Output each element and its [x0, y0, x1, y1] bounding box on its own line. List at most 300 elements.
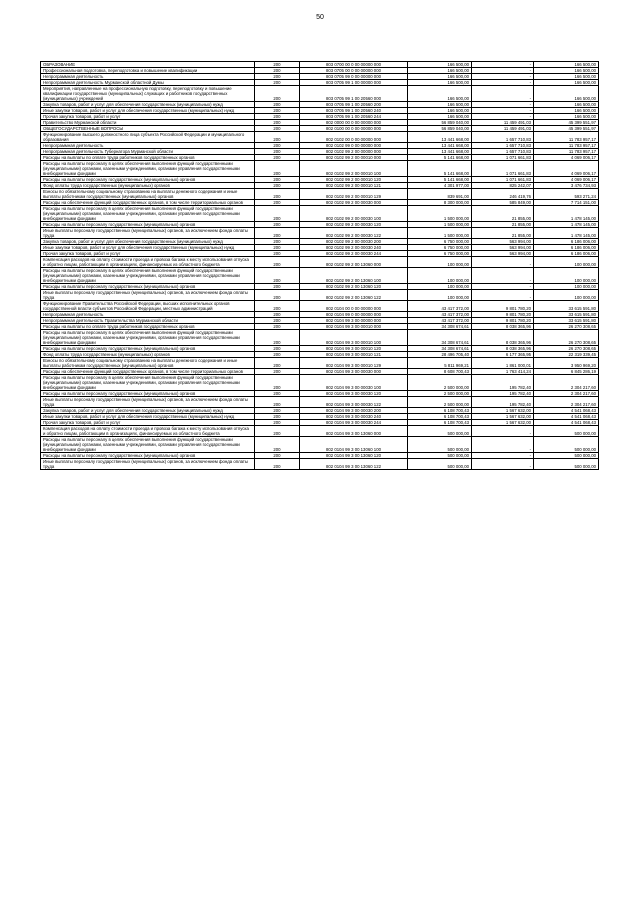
- cell-name: Расходы на выплаты персоналу государственных (муниципальных) органов: [41, 284, 255, 290]
- cell-name: Иные закупки товаров, работ и услуг для обеспечения государственных (муниципальных) нужд: [41, 108, 255, 114]
- cell-code: 802 0102 99 0 00 00000 000: [300, 143, 408, 149]
- cell-change: -: [472, 290, 534, 301]
- cell-change: 9 801 780,20: [472, 301, 534, 312]
- table-row: [41, 257, 599, 268]
- cell-admin: 200: [255, 120, 300, 126]
- cell-plan: 6 108 700,43: [408, 420, 472, 426]
- cell-total: 45 399 551,97: [534, 120, 599, 126]
- cell-name: Иные закупки товаров, работ и услуг для обеспечения государственных (муниципальных) нужд: [41, 245, 255, 251]
- cell-admin: 200: [255, 149, 300, 155]
- cell-plan: 8 608 700,43: [408, 369, 472, 375]
- cell-name: Функционирование высшего должностного лица субъекта Российской Федерации и муниципального образования: [41, 132, 255, 143]
- cell-name: Расходы на выплаты персоналу государственных (муниципальных) органов: [41, 177, 255, 183]
- cell-change: 9 801 780,20: [472, 312, 534, 318]
- cell-name: Непрограммная деятельность: [41, 312, 255, 318]
- cell-admin: 200: [255, 245, 300, 251]
- cell-change: 195 782,40: [472, 391, 534, 397]
- cell-admin: 200: [255, 228, 300, 239]
- table-row: [41, 268, 599, 284]
- cell-plan: 6 750 000,00: [408, 251, 472, 257]
- cell-admin: 200: [255, 257, 300, 268]
- cell-total: 100 000,00: [534, 268, 599, 284]
- cell-plan: 166 500,00: [408, 74, 472, 80]
- cell-change: 825 242,07: [472, 183, 534, 189]
- cell-name: Расходы на выплаты персоналу в целях обеспечения выполнения функций государственными (муниципальными) органами, казенными учреждениями, органами управления государственными внебюджетными фондами: [41, 375, 255, 391]
- cell-admin: 200: [255, 324, 300, 330]
- cell-admin: 200: [255, 80, 300, 86]
- cell-name: Расходы на обеспечение функций государственных органов, в том числе территориальных органов: [41, 369, 255, 375]
- cell-admin: 200: [255, 414, 300, 420]
- cell-code: 802 0104 00 0 00 00000 000: [300, 301, 408, 312]
- cell-code: 802 0104 99 3 00 00030 000: [300, 369, 408, 375]
- cell-total: 4 069 006,17: [534, 155, 599, 161]
- cell-admin: 200: [255, 143, 300, 149]
- cell-change: 8 038 365,96: [472, 346, 534, 352]
- cell-total: 166 500,00: [534, 74, 599, 80]
- cell-change: -: [472, 453, 534, 459]
- cell-total: 33 615 591,80: [534, 318, 599, 324]
- cell-name: Прочая закупка товаров, работ и услуг: [41, 251, 255, 257]
- cell-total: 3 950 969,20: [534, 358, 599, 369]
- cell-change: 195 782,40: [472, 397, 534, 408]
- cell-plan: 6 750 000,00: [408, 245, 472, 251]
- cell-plan: 166 500,00: [408, 102, 472, 108]
- cell-total: 166 500,00: [534, 68, 599, 74]
- cell-admin: 200: [255, 177, 300, 183]
- cell-code: 803 0705 99 1 00 20560 244: [300, 114, 408, 120]
- cell-code: 803 0705 99 1 00 20560 200: [300, 102, 408, 108]
- cell-total: 500 000,00: [534, 437, 599, 453]
- cell-total: 6 845 286,19: [534, 369, 599, 375]
- table-row: [41, 290, 599, 301]
- cell-change: 1 071 661,83: [472, 155, 534, 161]
- cell-plan: 500 000,00: [408, 453, 472, 459]
- cell-name: Непрограммная деятельность Губернатора Мурманской области: [41, 149, 255, 155]
- table-row: [41, 161, 599, 177]
- cell-plan: 56 859 040,00: [408, 120, 472, 126]
- cell-code: 802 0102 99 2 00 00010 121: [300, 183, 408, 189]
- cell-plan: 4 301 977,00: [408, 183, 472, 189]
- cell-plan: 100 000,00: [408, 257, 472, 268]
- cell-code: 802 0102 99 2 00 00030 240: [300, 245, 408, 251]
- cell-change: 1 657 710,83: [472, 149, 534, 155]
- cell-admin: 200: [255, 369, 300, 375]
- cell-total: 166 500,00: [534, 86, 599, 102]
- cell-admin: 200: [255, 68, 300, 74]
- cell-change: 1 763 414,24: [472, 369, 534, 375]
- cell-code: 802 0100 00 0 00 00000 000: [300, 126, 408, 132]
- cell-change: 11 459 491,03: [472, 120, 534, 126]
- cell-code: 802 0102 99 2 00 00030 000: [300, 200, 408, 206]
- cell-admin: 200: [255, 437, 300, 453]
- cell-code: 802 0104 99 3 00 00030 200: [300, 408, 408, 414]
- cell-change: 195 782,40: [472, 375, 534, 391]
- cell-total: 2 304 217,60: [534, 375, 599, 391]
- cell-admin: 200: [255, 330, 300, 346]
- cell-code: 802 0104 99 3 00 13060 000: [300, 426, 408, 437]
- cell-plan: 28 496 705,40: [408, 352, 472, 358]
- cell-plan: 6 108 700,43: [408, 408, 472, 414]
- cell-plan: 6 108 700,43: [408, 414, 472, 420]
- cell-name: Фонд оплаты труда государственных (муниципальных) органов: [41, 183, 255, 189]
- cell-plan: 5 141 668,00: [408, 155, 472, 161]
- cell-plan: 13 441 668,00: [408, 149, 472, 155]
- table-row: [41, 397, 599, 408]
- cell-plan: 166 500,00: [408, 80, 472, 86]
- cell-plan: 500 000,00: [408, 459, 472, 470]
- cell-name: ОБРАЗОВАНИЕ: [41, 62, 255, 68]
- cell-name: ОБЩЕГОСУДАРСТВЕННЫЕ ВОПРОСЫ: [41, 126, 255, 132]
- cell-code: 802 0104 99 3 00 00030 122: [300, 397, 408, 408]
- cell-admin: 200: [255, 251, 300, 257]
- cell-name: Расходы на выплаты персоналу в целях обеспечения выполнения функций государственными (муниципальными) органами, казенными учреждениями, органами управления государственными внебюджетными фондами: [41, 437, 255, 453]
- cell-name: Непрограммная деятельность: [41, 143, 255, 149]
- cell-total: 1 478 145,00: [534, 206, 599, 222]
- cell-name: Иные выплаты персоналу государственных (муниципальных) органов, за исключением фонда оплаты труда: [41, 459, 255, 470]
- cell-change: -: [472, 426, 534, 437]
- cell-name: Расходы на обеспечение функций государственных органов, в том числе территориальных органов: [41, 200, 255, 206]
- cell-admin: 200: [255, 459, 300, 470]
- table-row: [41, 459, 599, 470]
- cell-change: 1 071 661,83: [472, 161, 534, 177]
- cell-code: 803 0705 99 1 00 20560 240: [300, 108, 408, 114]
- cell-name: Закупка товаров, работ и услуг для обеспечения государственных (муниципальных) нужд: [41, 239, 255, 245]
- table-row: [41, 437, 599, 453]
- cell-name: Взносы по обязательному социальному страхованию на выплаты денежного содержания и иные выплаты работникам государственных (муниципальных) органов: [41, 358, 255, 369]
- cell-plan: 13 441 668,00: [408, 143, 472, 149]
- cell-code: 802 0104 99 3 00 00010 121: [300, 352, 408, 358]
- cell-code: 802 0104 99 3 00 00030 120: [300, 391, 408, 397]
- cell-code: 802 0104 99 3 00 00030 240: [300, 414, 408, 420]
- cell-code: 802 0104 99 3 00 00010 120: [300, 346, 408, 352]
- cell-plan: 839 691,00: [408, 189, 472, 200]
- cell-change: 1 567 632,00: [472, 414, 534, 420]
- cell-admin: 200: [255, 86, 300, 102]
- cell-admin: 200: [255, 189, 300, 200]
- cell-plan: 166 500,00: [408, 114, 472, 120]
- cell-change: -: [472, 86, 534, 102]
- table-row: [41, 426, 599, 437]
- cell-code: 802 0102 00 0 00 00000 000: [300, 132, 408, 143]
- cell-total: 3 476 734,93: [534, 183, 599, 189]
- cell-plan: 6 750 000,00: [408, 239, 472, 245]
- cell-admin: 200: [255, 391, 300, 397]
- cell-plan: 34 308 674,61: [408, 324, 472, 330]
- cell-code: 802 0104 99 0 00 00000 000: [300, 312, 408, 318]
- cell-name: Мероприятия, направленные на профессиональную подготовку, переподготовку и повышение квалификации государственных (муниципальных) служащих и работников государственных (муниципальных) учреждений: [41, 86, 255, 102]
- cell-change: -: [472, 62, 534, 68]
- cell-change: 563 994,00: [472, 239, 534, 245]
- cell-plan: 43 417 372,00: [408, 301, 472, 312]
- cell-name: Иные выплаты персоналу государственных (муниципальных) органов, за исключением фонда оплаты труда: [41, 290, 255, 301]
- cell-name: Расходы на выплаты персоналу государственных (муниципальных) органов: [41, 346, 255, 352]
- cell-plan: 34 308 674,61: [408, 330, 472, 346]
- cell-name: Прочая закупка товаров, работ и услуг: [41, 420, 255, 426]
- cell-change: 21 855,00: [472, 222, 534, 228]
- cell-total: 4 069 006,17: [534, 161, 599, 177]
- cell-total: 100 000,00: [534, 284, 599, 290]
- cell-code: 802 0102 99 2 00 00010 129: [300, 189, 408, 200]
- cell-name: Расходы на выплаты персоналу государственных (муниципальных) органов: [41, 453, 255, 459]
- cell-total: 100 000,00: [534, 290, 599, 301]
- cell-change: 563 994,00: [472, 245, 534, 251]
- cell-plan: 2 500 000,00: [408, 397, 472, 408]
- cell-plan: 13 441 668,00: [408, 132, 472, 143]
- cell-admin: 200: [255, 284, 300, 290]
- cell-admin: 200: [255, 62, 300, 68]
- cell-plan: 43 417 372,00: [408, 312, 472, 318]
- cell-admin: 200: [255, 161, 300, 177]
- cell-name: Прочая закупка товаров, работ и услуг: [41, 114, 255, 120]
- table-row: [41, 375, 599, 391]
- table-row: [41, 330, 599, 346]
- cell-admin: 200: [255, 346, 300, 352]
- cell-admin: 200: [255, 206, 300, 222]
- table-row: [41, 228, 599, 239]
- cell-name: Расходы на выплаты по оплате труда работников государственных органов: [41, 155, 255, 161]
- cell-admin: 200: [255, 453, 300, 459]
- cell-admin: 200: [255, 102, 300, 108]
- cell-code: 802 0102 99 2 00 13060 120: [300, 284, 408, 290]
- cell-change: 6 177 365,95: [472, 352, 534, 358]
- cell-code: 803 0700 00 0 00 00000 000: [300, 62, 408, 68]
- cell-change: -: [472, 268, 534, 284]
- cell-change: -: [472, 74, 534, 80]
- cell-change: -: [472, 459, 534, 470]
- cell-admin: 200: [255, 301, 300, 312]
- cell-admin: 200: [255, 200, 300, 206]
- cell-change: 21 855,00: [472, 206, 534, 222]
- cell-total: 11 783 957,17: [534, 149, 599, 155]
- cell-plan: 166 500,00: [408, 62, 472, 68]
- cell-admin: 200: [255, 352, 300, 358]
- cell-total: 11 783 957,17: [534, 143, 599, 149]
- cell-code: 802 0104 99 3 00 13060 100: [300, 437, 408, 453]
- cell-name: Расходы на выплаты персоналу в целях обеспечения выполнения функций государственными (муниципальными) органами, казенными учреждениями, органами управления государственными внебюджетными фондами: [41, 161, 255, 177]
- cell-total: 500 000,00: [534, 459, 599, 470]
- cell-admin: 200: [255, 108, 300, 114]
- cell-name: Расходы на выплаты персоналу в целях обеспечения выполнения функций государственными (муниципальными) органами, казенными учреждениями, органами управления государственными внебюджетными фондами: [41, 206, 255, 222]
- cell-admin: 200: [255, 132, 300, 143]
- cell-change: 21 855,00: [472, 228, 534, 239]
- cell-admin: 200: [255, 239, 300, 245]
- cell-admin: 200: [255, 408, 300, 414]
- cell-code: 802 0104 99 3 00 13060 122: [300, 459, 408, 470]
- cell-admin: 200: [255, 312, 300, 318]
- cell-code: 803 0705 99 1 00 20560 000: [300, 86, 408, 102]
- table-row: [41, 301, 599, 312]
- cell-total: 4 541 068,43: [534, 408, 599, 414]
- cell-plan: 1 500 000,00: [408, 222, 472, 228]
- cell-admin: 200: [255, 183, 300, 189]
- cell-name: Правительство Мурманской области: [41, 120, 255, 126]
- cell-name: Иные выплаты персоналу государственных (муниципальных) органов, за исключением фонда оплаты труда: [41, 228, 255, 239]
- table-row: [41, 86, 599, 102]
- cell-total: 166 500,00: [534, 108, 599, 114]
- table-row: [41, 132, 599, 143]
- table-row: [41, 206, 599, 222]
- cell-plan: 100 000,00: [408, 284, 472, 290]
- cell-name: Непрограммная деятельность Мурманской областной Думы: [41, 80, 255, 86]
- cell-total: 166 500,00: [534, 80, 599, 86]
- cell-total: 2 304 217,60: [534, 391, 599, 397]
- cell-total: 22 319 339,45: [534, 352, 599, 358]
- cell-code: 802 0104 99 3 00 00010 100: [300, 330, 408, 346]
- cell-total: 100 000,00: [534, 257, 599, 268]
- cell-admin: 200: [255, 74, 300, 80]
- table-row: [41, 189, 599, 200]
- cell-plan: 2 500 000,00: [408, 375, 472, 391]
- cell-admin: 200: [255, 114, 300, 120]
- cell-name: Компенсация расходов на оплату стоимости проезда и провоза багажа к месту использования отпуска и обратно лицам, работающим в организациях, финансируемых из областного бюджета: [41, 426, 255, 437]
- cell-admin: 200: [255, 375, 300, 391]
- cell-name: Непрограммная деятельность Правительства Мурманской области: [41, 318, 255, 324]
- cell-code: 802 0102 99 2 00 00010 000: [300, 155, 408, 161]
- cell-change: 1 861 000,01: [472, 358, 534, 369]
- cell-admin: 200: [255, 420, 300, 426]
- cell-name: Компенсация расходов на оплату стоимости проезда и провоза багажа к месту использования отпуска и обратно лицам, работающим в организациях, финансируемых из областного бюджета: [41, 257, 255, 268]
- cell-admin: 200: [255, 290, 300, 301]
- cell-name: Расходы на выплаты персоналу государственных (муниципальных) органов: [41, 391, 255, 397]
- page-number: 50: [316, 14, 324, 21]
- cell-name: Расходы на выплаты по оплате труда работников государственных органов: [41, 324, 255, 330]
- cell-total: 166 500,00: [534, 114, 599, 120]
- cell-total: 45 399 551,97: [534, 126, 599, 132]
- cell-code: 802 0102 99 2 00 00030 120: [300, 222, 408, 228]
- cell-name: Расходы на выплаты персоналу в целях обеспечения выполнения функций государственными (муниципальными) органами, казенными учреждениями, органами управления государственными внебюджетными фондами: [41, 330, 255, 346]
- cell-total: 33 615 591,80: [534, 312, 599, 318]
- cell-code: 802 0102 99 2 00 00030 200: [300, 239, 408, 245]
- cell-change: 9 801 780,20: [472, 318, 534, 324]
- cell-change: -: [472, 284, 534, 290]
- cell-total: 4 541 068,43: [534, 420, 599, 426]
- cell-code: 802 0104 99 3 00 00030 100: [300, 375, 408, 391]
- cell-plan: 500 000,00: [408, 426, 472, 437]
- cell-change: 585 849,00: [472, 200, 534, 206]
- cell-admin: 200: [255, 358, 300, 369]
- cell-name: Профессиональная подготовка, переподготовка и повышение квалификации: [41, 68, 255, 74]
- cell-code: 802 0104 99 3 00 00010 129: [300, 358, 408, 369]
- cell-plan: 166 500,00: [408, 86, 472, 102]
- cell-total: 1 478 145,00: [534, 222, 599, 228]
- cell-code: 802 0102 99 2 00 00010 100: [300, 161, 408, 177]
- budget-table-body: [41, 62, 599, 470]
- cell-plan: 56 859 040,00: [408, 126, 472, 132]
- cell-total: 4 069 006,17: [534, 177, 599, 183]
- cell-total: 26 270 308,65: [534, 330, 599, 346]
- cell-total: 6 186 006,00: [534, 239, 599, 245]
- cell-code: 802 0102 99 2 00 00010 120: [300, 177, 408, 183]
- cell-name: Иные закупки товаров, работ и услуг для обеспечения государственных (муниципальных) нужд: [41, 414, 255, 420]
- cell-plan: 166 500,00: [408, 108, 472, 114]
- cell-admin: 200: [255, 426, 300, 437]
- cell-change: -: [472, 80, 534, 86]
- cell-code: 802 0102 99 2 00 00030 244: [300, 251, 408, 257]
- cell-change: -: [472, 68, 534, 74]
- cell-code: 802 0102 99 2 00 00030 122: [300, 228, 408, 239]
- cell-change: -: [472, 108, 534, 114]
- cell-name: Непрограммная деятельность: [41, 74, 255, 80]
- cell-plan: 1 500 000,00: [408, 228, 472, 239]
- cell-plan: 5 811 969,21: [408, 358, 472, 369]
- cell-change: 1 657 710,83: [472, 143, 534, 149]
- cell-plan: 100 000,00: [408, 268, 472, 284]
- cell-plan: 5 141 668,00: [408, 177, 472, 183]
- cell-total: 6 186 006,00: [534, 251, 599, 257]
- cell-plan: 2 500 000,00: [408, 391, 472, 397]
- cell-change: -: [472, 114, 534, 120]
- cell-code: 802 0102 99 2 00 00000 000: [300, 149, 408, 155]
- cell-change: 11 459 491,03: [472, 126, 534, 132]
- cell-name: Взносы по обязательному социальному страхованию на выплаты денежного содержания и иные выплаты работникам государственных (муниципальных) органов: [41, 189, 255, 200]
- cell-total: 26 270 308,65: [534, 324, 599, 330]
- cell-code: 802 0102 99 2 00 00030 100: [300, 206, 408, 222]
- cell-name: Функционирование Правительства Российской Федерации, высших исполнительных органов государственной власти субъектов Российской Федерации, местных администраций: [41, 301, 255, 312]
- cell-code: 803 0705 99 0 00 00000 000: [300, 74, 408, 80]
- cell-code: 803 0705 00 0 00 00000 000: [300, 68, 408, 74]
- cell-total: 33 615 591,80: [534, 301, 599, 312]
- budget-table: [40, 61, 599, 470]
- cell-code: 802 0104 99 3 00 00010 000: [300, 324, 408, 330]
- cell-total: 2 304 217,60: [534, 397, 599, 408]
- cell-name: Расходы на выплаты персоналу государственных (муниципальных) органов: [41, 222, 255, 228]
- cell-admin: 200: [255, 268, 300, 284]
- cell-name: Иные выплаты персоналу государственных (муниципальных) органов, за исключением фонда оплаты труда: [41, 397, 255, 408]
- cell-change: 1 567 632,00: [472, 408, 534, 414]
- cell-change: 8 038 365,96: [472, 330, 534, 346]
- cell-total: 593 271,24: [534, 189, 599, 200]
- cell-plan: 5 141 668,00: [408, 161, 472, 177]
- cell-change: 563 994,00: [472, 251, 534, 257]
- cell-code: 803 0705 99 1 00 00000 000: [300, 80, 408, 86]
- cell-admin: 200: [255, 318, 300, 324]
- cell-change: 8 038 365,96: [472, 324, 534, 330]
- cell-total: 6 186 006,00: [534, 245, 599, 251]
- cell-code: 802 0102 99 2 00 13060 122: [300, 290, 408, 301]
- cell-total: 7 714 151,00: [534, 200, 599, 206]
- cell-change: -: [472, 437, 534, 453]
- cell-name: Закупка товаров, работ и услуг для обеспечения государственных (муниципальных) нужд: [41, 408, 255, 414]
- cell-change: 1 657 710,83: [472, 132, 534, 143]
- cell-plan: 500 000,00: [408, 437, 472, 453]
- cell-total: 1 478 145,00: [534, 228, 599, 239]
- cell-plan: 1 500 000,00: [408, 206, 472, 222]
- cell-name: Закупка товаров, работ и услуг для обеспечения государственных (муниципальных) нужд: [41, 102, 255, 108]
- cell-plan: 43 417 372,00: [408, 318, 472, 324]
- cell-code: 802 0104 99 3 00 00030 244: [300, 420, 408, 426]
- table-row: [41, 358, 599, 369]
- cell-code: 802 0102 99 2 00 13060 100: [300, 268, 408, 284]
- cell-admin: 200: [255, 397, 300, 408]
- cell-code: 802 0104 99 3 00 13060 120: [300, 453, 408, 459]
- cell-change: -: [472, 102, 534, 108]
- cell-change: 1 567 632,00: [472, 420, 534, 426]
- cell-total: 166 500,00: [534, 102, 599, 108]
- cell-admin: 200: [255, 222, 300, 228]
- cell-change: -: [472, 257, 534, 268]
- cell-plan: 100 000,00: [408, 290, 472, 301]
- cell-plan: 34 308 674,61: [408, 346, 472, 352]
- cell-name: Расходы на выплаты персоналу в целях обеспечения выполнения функций государственными (муниципальными) органами, казенными учреждениями, органами управления государственными внебюджетными фондами: [41, 268, 255, 284]
- cell-total: 166 500,00: [534, 62, 599, 68]
- cell-total: 4 541 068,43: [534, 414, 599, 420]
- cell-change: 1 071 661,83: [472, 177, 534, 183]
- cell-total: 11 783 957,17: [534, 132, 599, 143]
- cell-plan: 8 300 000,00: [408, 200, 472, 206]
- cell-change: 246 419,76: [472, 189, 534, 200]
- cell-name: Фонд оплаты труда государственных (муниципальных) органов: [41, 352, 255, 358]
- cell-code: 802 0102 99 2 00 13060 000: [300, 257, 408, 268]
